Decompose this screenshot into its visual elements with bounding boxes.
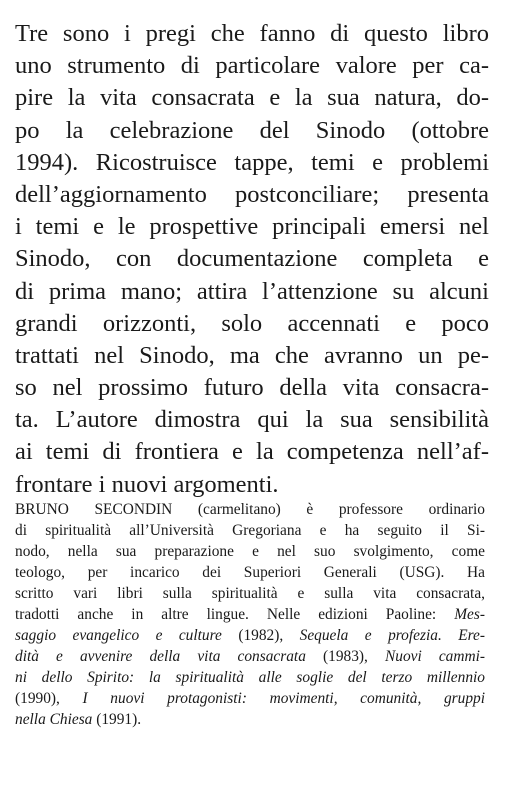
book-title: I nuovi protagonisti: movimenti, comunità, gruppi: [82, 690, 485, 707]
book-title: saggio evangelico e culture: [15, 627, 222, 644]
bio-line: [15, 709, 485, 730]
description-line: pire la vita consacrata e la sua natura, do-: [15, 84, 489, 112]
bio-line: [15, 625, 485, 646]
bio-text: (1983),: [305, 648, 385, 665]
bio-line: nodo, nella sua preparazione e nel suo svolgimento, come: [15, 543, 485, 560]
description-line: uno strumento di particolare valore per ca-: [15, 52, 489, 80]
description-line: frontare i nuovi argomenti.: [15, 470, 279, 498]
description-line: Tre sono i pregi che fanno di questo libro: [15, 20, 489, 47]
bio-text: (1982),: [221, 627, 300, 644]
description-line: ai temi di frontiera e la competenza nell’af-: [15, 438, 489, 466]
description-line: dell’aggiornamento postconciliare; presenta: [15, 180, 489, 208]
description-line: di prima mano; attira l’attenzione su alcuni: [15, 277, 489, 305]
book-title: nella Chiesa: [15, 711, 93, 728]
book-title: dità e avvenire della vita consacrata: [15, 648, 306, 665]
bio-text: (1991).: [92, 711, 142, 728]
description-line: grandi orizzonti, solo accennati e poco: [15, 309, 489, 337]
bio-line: scritto vari libri sulla spiritualità e sulla vita consacrata,: [15, 585, 485, 602]
author-biography: [15, 499, 485, 730]
description-line: po la celebrazione del Sinodo (ottobre: [15, 116, 489, 144]
book-title: Nuovi cammi-: [384, 648, 485, 665]
bio-line: BRUNO SECONDIN (carmelitano) è professore ordinario: [15, 501, 485, 518]
bio-line: [15, 646, 485, 667]
bio-line: [15, 604, 485, 625]
description-line: trattati nel Sinodo, ma che avranno un pe-: [15, 341, 489, 369]
bio-text: (1990),: [15, 690, 83, 707]
bio-text: tradotti anche in altre lingue. Nelle edizioni Paoline:: [15, 606, 437, 623]
book-title: Sequela e profezia. Ere-: [299, 627, 486, 644]
bio-line: [15, 688, 485, 709]
bio-line: teologo, per incarico dei Superiori Generali (USG). Ha: [15, 564, 485, 581]
book-description: [15, 18, 489, 501]
book-title-fragment: Mes-: [454, 606, 485, 623]
description-line: i temi e le prospettive principali emersi nel: [15, 213, 489, 241]
bio-line: ni dello Spirito: la spiritualità alle soglie del terzo millennio: [15, 669, 485, 686]
bio-line: di spiritualità all’Università Gregoriana e ha seguito il Si-: [15, 522, 485, 539]
description-line: 1994). Ricostruisce tappe, temi e problemi: [15, 148, 489, 176]
description-line: ta. L’autore dimostra qui la sua sensibilità: [15, 406, 489, 434]
description-line: Sinodo, con documentazione completa e: [15, 245, 489, 273]
description-line: so nel prossimo futuro della vita consacra-: [15, 374, 489, 402]
